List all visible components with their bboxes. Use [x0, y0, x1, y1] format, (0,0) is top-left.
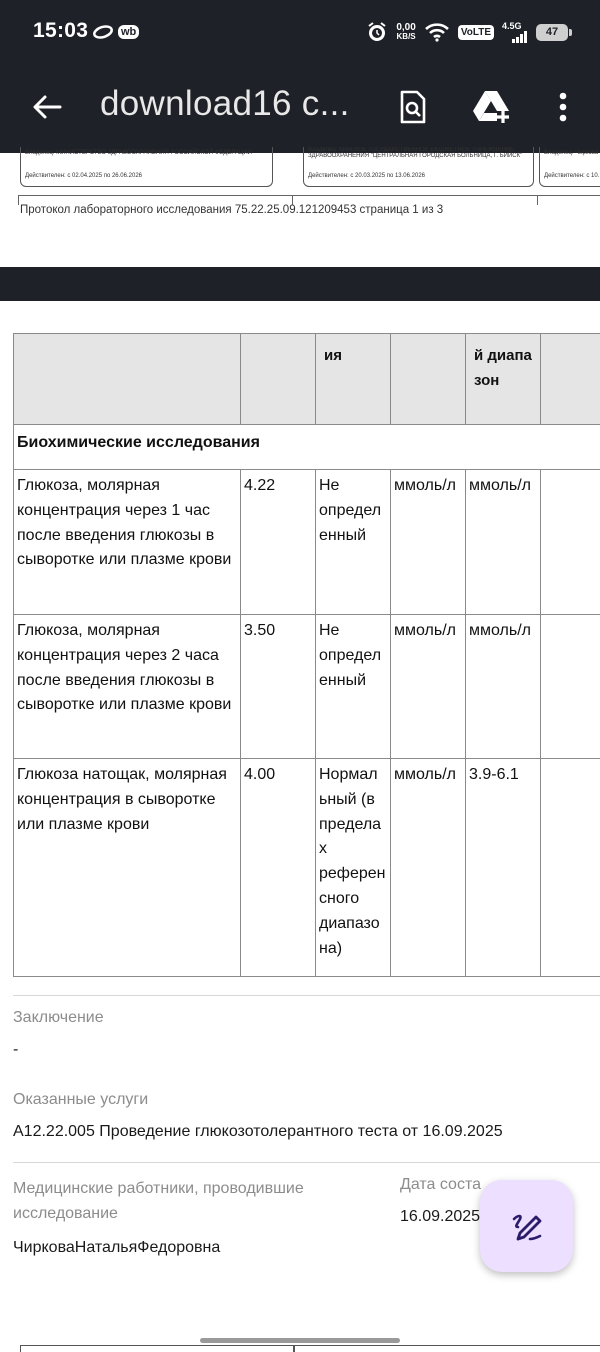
empty-cell — [541, 615, 600, 759]
top-bar — [0, 0, 600, 153]
signature-valid: Действителен: с 02.04.2025 по 26.06.2026 — [25, 173, 142, 179]
battery-indicator: 47 — [536, 24, 568, 41]
next-page-edge — [20, 1345, 600, 1352]
gesture-nav-bar[interactable] — [200, 1338, 400, 1343]
infinity-icon — [92, 25, 114, 39]
status-right-icons — [366, 19, 568, 45]
signal-bars-icon — [512, 31, 528, 43]
test-reference: 3.9-6.1 — [466, 759, 541, 977]
test-name: Глюкоза натощак, молярная концентрация в сыворотке или плазме крови — [14, 759, 241, 977]
services-value: A12.22.005 Проведение глюкозотолерантного теста от 16.09.2025 — [13, 1123, 503, 1140]
signature-owner: Владелец: КРАЕВОЕ ГОСУДАРСТВЕННОЕ БЮДЖЕТНОЕ УЧРЕЖДЕНИЕ ЗДРАВООХРАНЕНИЯ "ЦЕНТРАЛЬНАЯ ГОРОДСКАЯ БОЛЬНИЦА, Г. БИЙСК" — [308, 147, 523, 159]
test-unit: ммоль/л — [391, 470, 466, 615]
back-arrow-icon — [32, 94, 62, 120]
signature-block — [303, 147, 534, 187]
drive-add-icon — [473, 89, 513, 125]
staff-value: ЧирковаНатальяФедоровна — [13, 1239, 221, 1256]
conclusion-value: - — [13, 1041, 19, 1058]
test-name: Глюкоза, молярная концентрация через 1 час после введения глюкозы в сыворотке или плазме крови — [14, 470, 241, 615]
more-vert-icon — [559, 92, 567, 122]
test-interpretation: Не определ енный — [316, 615, 391, 759]
divider — [18, 195, 600, 196]
table-header-cell — [541, 334, 600, 425]
search-document-button[interactable] — [392, 86, 434, 128]
date-label: Дата соста — [400, 1176, 481, 1193]
table-row — [14, 470, 600, 615]
signal-indicator — [502, 21, 528, 43]
divider — [13, 1162, 600, 1163]
divider — [18, 195, 19, 205]
signature-owner: Владелец: МИНИСТЕРСТВО ЗДРАВООХРАНЕНИЯ РОССИЙСКОЙ ФЕДЕРАЦИИ — [25, 150, 252, 156]
test-interpretation: Не определ енный — [316, 470, 391, 615]
conclusion-label: Заключение — [13, 1009, 104, 1026]
volte-badge: VoLTE — [458, 25, 494, 40]
table-header-cell: й диапа зон — [466, 334, 541, 425]
more-options-button[interactable] — [542, 86, 584, 128]
signal-label: 4.5G — [502, 21, 522, 31]
test-value: 3.50 — [241, 615, 316, 759]
table-row — [14, 759, 600, 977]
test-reference: ммоль/л — [466, 470, 541, 615]
add-to-drive-button[interactable] — [472, 86, 514, 128]
staff-label: Медицинские работники, проводившие исследование — [13, 1180, 304, 1222]
test-value: 4.22 — [241, 470, 316, 615]
test-value: 4.00 — [241, 759, 316, 977]
wb-badge: wb — [118, 25, 139, 39]
search-document-icon — [398, 90, 428, 124]
date-value: 16.09.2025 — [400, 1208, 481, 1225]
signature-owner: Владелец: Чиркова — [544, 150, 599, 156]
status-left-icons — [92, 20, 139, 44]
annotate-fab[interactable] — [480, 1180, 573, 1272]
signature-block — [539, 147, 600, 187]
alarm-icon — [366, 21, 388, 43]
net-speed-value: 0,00 — [396, 22, 416, 33]
divider — [537, 195, 538, 205]
table-row — [14, 615, 600, 759]
table-header-row — [14, 334, 600, 425]
table-header-cell — [241, 334, 316, 425]
divider — [13, 995, 600, 996]
page-gap — [0, 267, 600, 301]
pdf-page-1-fragment — [0, 147, 600, 267]
table-section-row — [14, 425, 600, 470]
test-reference: ммоль/л — [466, 615, 541, 759]
edit-draw-icon — [508, 1207, 546, 1245]
test-unit: ммоль/л — [391, 615, 466, 759]
test-name: Глюкоза, молярная концентрация через 2 часа после введения глюкозы в сыворотке или плазме крови — [14, 615, 241, 759]
empty-cell — [541, 759, 600, 977]
results-table — [13, 333, 600, 977]
table-header-cell — [14, 334, 241, 425]
signature-block — [20, 147, 273, 187]
table-header-cell: ия — [316, 334, 391, 425]
signature-valid: Действителен: с 10. — [544, 173, 600, 179]
net-speed-unit: KB/S — [396, 32, 416, 41]
status-bar — [0, 0, 600, 64]
test-unit: ммоль/л — [391, 759, 466, 977]
page-footer: Протокол лабораторного исследования 75.22.25.09.121209453 страница 1 из 3 — [20, 204, 444, 216]
table-header-cell — [391, 334, 466, 425]
services-label: Оказанные услуги — [13, 1091, 149, 1108]
section-title: Биохимические исследования — [14, 425, 600, 470]
back-button[interactable] — [26, 86, 68, 128]
net-speed — [396, 23, 415, 41]
signature-valid: Действителен: с 20.03.2025 по 13.06.2026 — [308, 173, 425, 179]
document-title: download16 c... — [100, 84, 350, 123]
test-interpretation: Нормал ьный (в предела х референ сного диапазо на) — [316, 759, 391, 977]
status-time: 15:03 — [33, 19, 89, 42]
empty-cell — [541, 470, 600, 615]
wifi-icon — [424, 22, 450, 42]
viewer-toolbar — [0, 64, 600, 153]
